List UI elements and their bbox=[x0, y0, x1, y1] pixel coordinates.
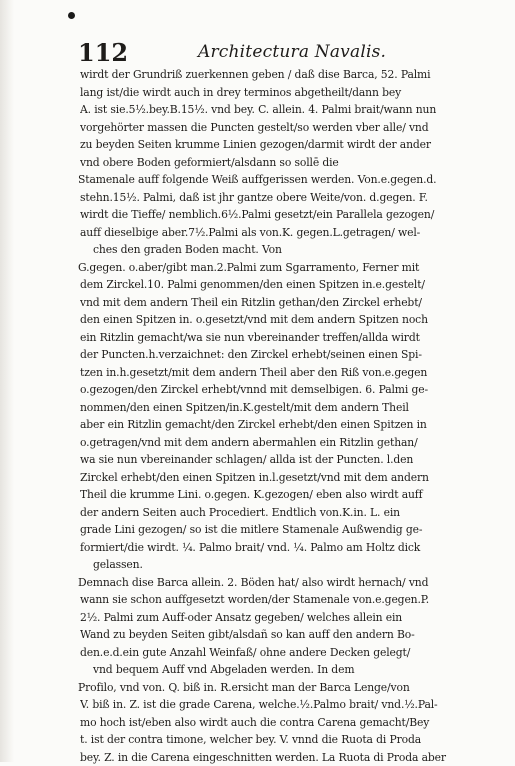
text-line: zu beyden Seiten krumme Linien gezogen/darmit wirdt der ander bbox=[80, 136, 463, 154]
text-line: tzen in.h.gesetzt/mit dem andern Theil aber den Riß von.e.gegen bbox=[80, 364, 463, 382]
text-line: Zirckel erhebt/den einen Spitzen in.l.gesetzt/vnd mit dem andern bbox=[80, 469, 463, 487]
text-line: den.e.d.ein gute Anzahl Weinfaß/ ohne andere Decken gelegt/ bbox=[80, 644, 463, 662]
text-line: mo hoch ist/eben also wirdt auch die contra Carena gemacht/Bey bbox=[80, 714, 463, 732]
text-line: o.gezogen/den Zirckel erhebt/vnnd mit demselbigen. 6. Palmi ge- bbox=[80, 381, 463, 399]
page-gutter-shadow bbox=[0, 0, 14, 762]
text-line: t. ist der contra timone, welcher bey. V. vnnd die Ruota di Proda bbox=[80, 731, 463, 749]
text-line: aber ein Ritzlin gemacht/den Zirckel erhebt/den einen Spitzen in bbox=[80, 416, 463, 434]
text-line: V. biß in. Z. ist die grade Carena, welche.½.Palmo brait/ vnd.½.Pal- bbox=[80, 696, 463, 714]
text-line: formiert/die wirdt. ¼. Palmo brait/ vnd. ¼. Palmo am Holtz dick bbox=[80, 539, 463, 557]
text-line: lang ist/die wirdt auch in drey terminos abgetheilt/dann bey bbox=[80, 84, 463, 102]
page-header bbox=[78, 38, 498, 68]
text-line: der Puncten.h.verzaichnet: den Zirckel erhebt/seinen einen Spi- bbox=[80, 346, 463, 364]
text-line: Demnach dise Barca allein. 2. Böden hat/ also wirdt hernach/ vnd bbox=[78, 574, 463, 592]
text-line: bey. Z. in die Carena eingeschnitten werden. La Ruota di Proda aber bbox=[80, 749, 463, 766]
text-line: Wand zu beyden Seiten gibt/alsdañ so kan auff den andern Bo- bbox=[80, 626, 463, 644]
text-line: Theil die krumme Lini. o.gegen. K.gezogen/ eben also wirdt auff bbox=[80, 486, 463, 504]
text-line: vnd mit dem andern Theil ein Ritzlin gethan/den Zirckel erhebt/ bbox=[80, 294, 463, 312]
text-line: wann sie schon auffgesetzt worden/der Stamenale von.e.gegen.P. bbox=[80, 591, 463, 609]
text-line: vnd obere Boden geformiert/alsdann so sollē die bbox=[80, 154, 463, 172]
ink-dot bbox=[68, 12, 75, 19]
text-line: A. ist sie.5½.bey.B.15½. vnd bey. C. allein. 4. Palmi brait/wann nun bbox=[80, 101, 463, 119]
text-line: wa sie nun vbereinander schlagen/ allda ist der Puncten. l.den bbox=[80, 451, 463, 469]
running-title: Architectura Navalis. bbox=[198, 42, 386, 62]
text-line: nommen/den einen Spitzen/in.K.gestelt/mit dem andern Theil bbox=[80, 399, 463, 417]
body-text bbox=[80, 66, 492, 766]
text-line: wirdt die Tieffe/ nemblich.6½.Palmi gesetzt/ein Parallela gezogen/ bbox=[80, 206, 463, 224]
text-line: grade Lini gezogen/ so ist die mitlere Stamenale Außwendig ge- bbox=[80, 521, 463, 539]
text-line: ein Ritzlin gemacht/wa sie nun vbereinander treffen/allda wirdt bbox=[80, 329, 463, 347]
page-number: 112 bbox=[78, 38, 128, 67]
text-line: Stamenale auff folgende Weiß auffgerissen werden. Von.e.gegen.d. bbox=[78, 171, 463, 189]
text-line: den einen Spitzen in. o.gesetzt/vnd mit dem andern Spitzen noch bbox=[80, 311, 463, 329]
text-line: auff dieselbige aber.7½.Palmi als von.K. gegen.L.getragen/ wel- bbox=[80, 224, 463, 242]
text-line: gelassen. bbox=[80, 556, 463, 574]
text-line: vorgehörter massen die Puncten gestelt/so werden vber alle/ vnd bbox=[80, 119, 463, 137]
text-line: vnd bequem Auff vnd Abgeladen werden. In dem bbox=[80, 661, 463, 679]
text-line: der andern Seiten auch Procediert. Endtlich von.K.in. L. ein bbox=[80, 504, 463, 522]
text-line: Profilo, vnd von. Q. biß in. R.ersicht man der Barca Lenge/von bbox=[78, 679, 463, 697]
text-line: wirdt der Grundriß zuerkennen geben / daß dise Barca, 52. Palmi bbox=[80, 66, 463, 84]
text-line: dem Zirckel.10. Palmi genommen/den einen Spitzen in.e.gestelt/ bbox=[80, 276, 463, 294]
text-line: ches den graden Boden macht. Von bbox=[80, 241, 463, 259]
text-line: stehn.15½. Palmi, daß ist jhr gantze obere Weite/von. d.gegen. F. bbox=[80, 189, 463, 207]
text-line: o.getragen/vnd mit dem andern abermahlen ein Ritzlin gethan/ bbox=[80, 434, 463, 452]
text-line: G.gegen. o.aber/gibt man.2.Palmi zum Sgarramento, Ferner mit bbox=[78, 259, 463, 277]
text-line: 2½. Palmi zum Auff-oder Ansatz gegeben/ welches allein ein bbox=[80, 609, 463, 627]
